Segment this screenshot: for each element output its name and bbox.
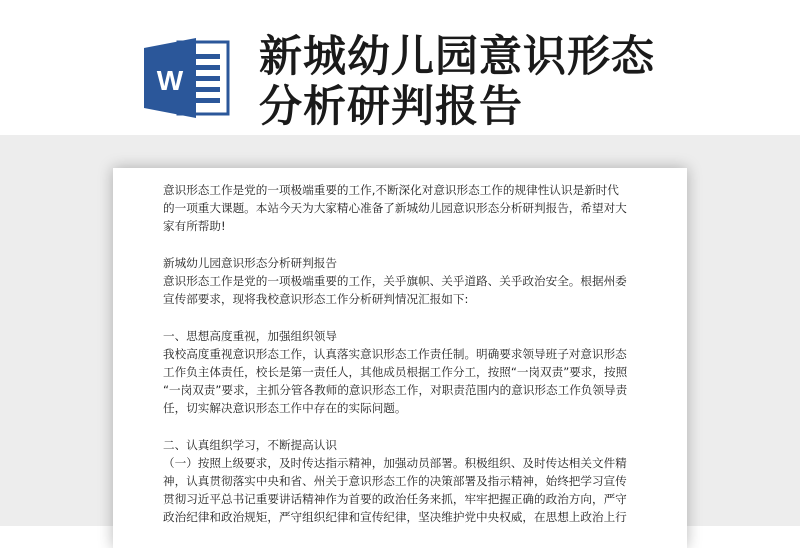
page-title	[259, 32, 779, 132]
opening-line: 宣传部要求，现将我校意识形态工作分析研判情况汇报如下:	[163, 292, 469, 307]
section-1-line: 我校高度重视意识形态工作，认真落实意识形态工作责任制。明确要求领导班子对意识形态	[163, 346, 627, 361]
section-1-line: “一岗双责”要求，主抓分管各教师的意识形态工作，对职责范围内的意识形态工作负领导责	[163, 383, 628, 398]
intro-line: 家有所帮助!	[163, 219, 226, 234]
intro-line: 意识形态工作是党的一项极端重要的工作,不断深化对意识形态工作的规律性认识是新时代	[163, 183, 619, 197]
section-2-line: （一）按照上级要求，及时传达指示精神，加强动员部署。积极组织、及时传达相关文件精	[163, 455, 627, 470]
title-line-1: 新城幼儿园意识形态	[259, 32, 655, 82]
section-heading-2: 二、认真组织学习，不断提高认识	[163, 437, 337, 452]
word-doc-icon	[140, 36, 236, 120]
section-1-line: 工作负主体责任，校长是第一责任人，其他成员根据工作分工，按照“一岗双责”要求，按照	[163, 364, 628, 379]
opening-line: 意识形态工作是党的一项极端重要的工作，关乎旗帜、关乎道路、关乎政治安全。根据州委	[163, 273, 627, 288]
document-body	[163, 181, 643, 527]
section-heading-1: 一、思想高度重视，加强组织领导	[163, 328, 337, 343]
document-subtitle: 新城幼儿园意识形态分析研判报告	[163, 255, 337, 270]
intro-line: 的一项重大课题。本站今天为大家精心准备了新城幼儿园意识形态分析研判报告，希望对大	[163, 201, 627, 216]
section-1-line: 任，切实解决意识形态工作中存在的实际问题。	[163, 401, 407, 416]
word-letter: W	[156, 65, 184, 96]
section-2-line: 神，认真贯彻落实中央和省、州关于意识形态工作的决策部署及指示精神，始终把学习宣传	[163, 474, 627, 488]
section-2-line: 贯彻习近平总书记重要讲话精神作为首要的政治任务来抓，牢牢把握正确的政治方向，严守	[163, 492, 627, 507]
section-2-line: 政治纪律和政治规矩，严守组织纪律和宣传纪律，坚决维护党中央权威，在思想上政治上行	[163, 510, 627, 525]
title-line-2: 分析研判报告	[259, 82, 523, 132]
